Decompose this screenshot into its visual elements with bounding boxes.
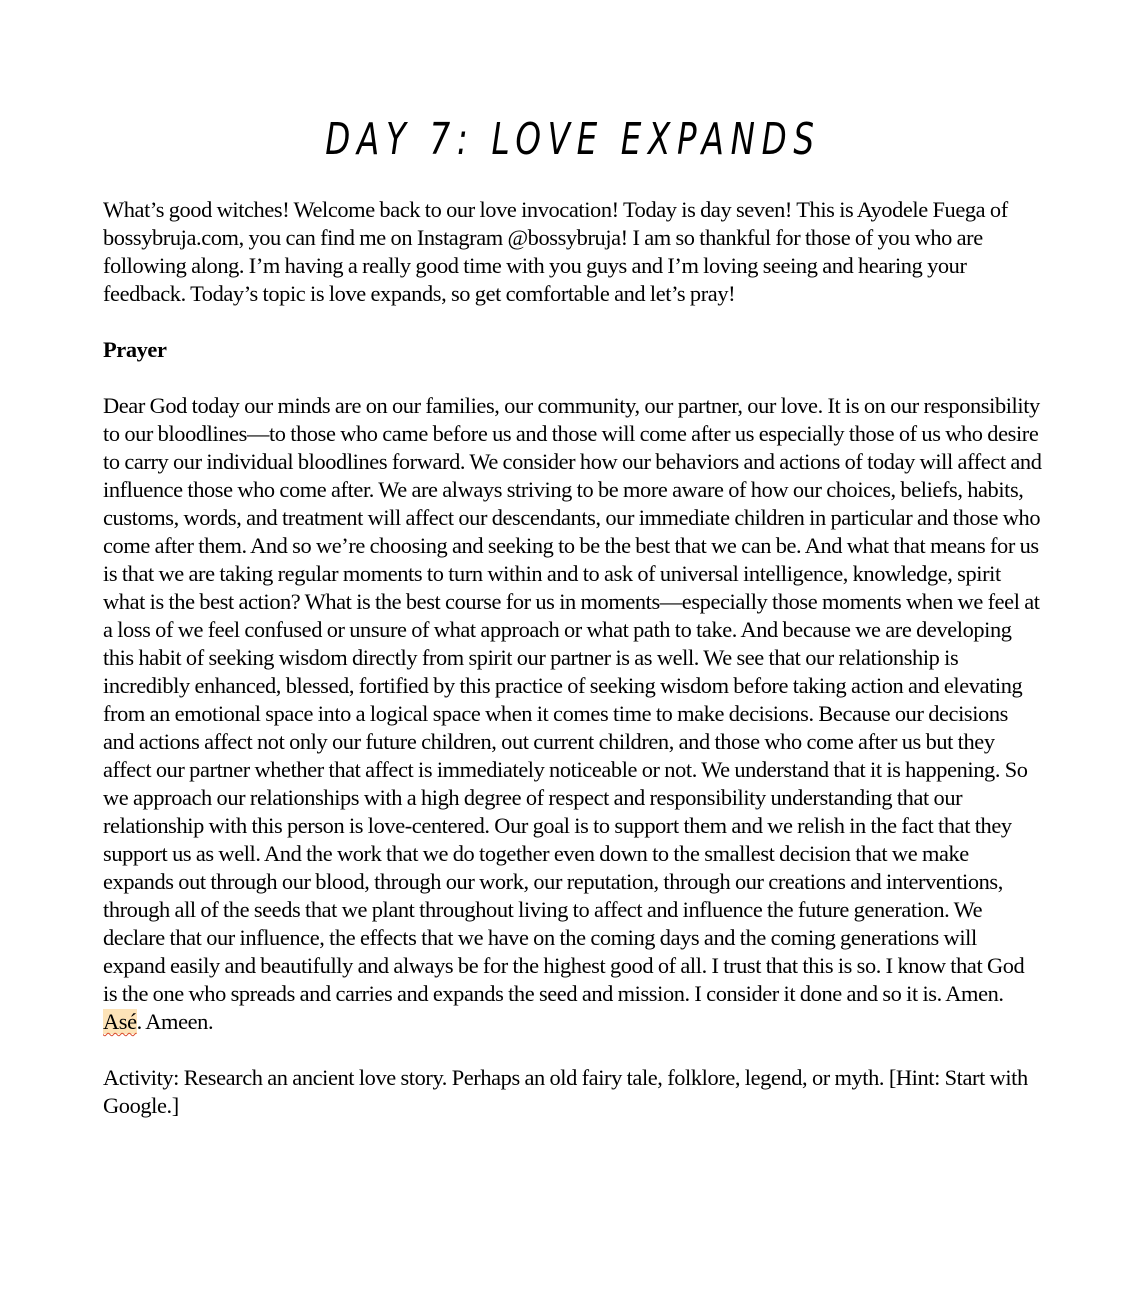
- document-page: [103, 112, 1043, 1148]
- intro-paragraph: What’s good witches! Welcome back to our love invocation! Today is day seven! This is Ayodele Fuega of bossybruja.com, you can find me on Instagram @bossybruja! I am so thankful for those of you who are following along. I’m having a really good time with you guys and I’m loving seeing and hearing your feedback. Today’s topic is love expands, so get comfortable and let’s pray!: [103, 197, 1008, 306]
- spellcheck-flagged-word[interactable]: Asé: [103, 1009, 137, 1034]
- activity-paragraph: Activity: Research an ancient love story. Perhaps an old fairy tale, folklore, legend, or myth. [Hint: Start with Google.]: [103, 1065, 1028, 1118]
- closing-amen: Amen.: [945, 981, 1004, 1006]
- closing-ameen: . Ameen.: [136, 1009, 214, 1034]
- page-title: DAY 7: LOVE EXPANDS: [325, 114, 821, 165]
- prayer-body-text: Dear God today our minds are on our families, our community, our partner, our love. It is on our responsibility to our bloodlines—to those who came before us and those will come after us especially those of us who desire to carry our individual bloodlines forward. We consider how our behaviors and actions of today will affect and influence those who come after. We are always striving to be more aware of how our choices, beliefs, habits, customs, words, and treatment will affect our descendants, our immediate children in particular and those who come after them. And so we’re choosing and seeking to be the best that we can be. And what that means for us is that we are taking regular moments to turn within and to ask of universal intelligence, knowledge, spirit what is the best action? What is the best course for us in moments—especially those moments when we feel at a loss of we feel confused or unsure of what approach or what path to take. And because we are developing this habit of seeking wisdom directly from spirit our partner is as well. We see that our relationship is incredibly enhanced, blessed, fortified by this practice of seeking wisdom before taking action and elevating from an emotional space into a logical space when it comes time to make decisions. Because our decisions and actions affect not only our future children, out current children, and those who come after us but they affect our partner whether that affect is immediately noticeable or not. We understand that it is happening. So we approach our relationships with a high degree of respect and responsibility understanding that our relationship with this person is love-centered. Our goal is to support them and we relish in the fact that they support us as well. And the work that we do together even down to the smallest decision that we make expands out through our blood, through our work, our reputation, through our creations and interventions, through all of the seeds that we plant throughout living to affect and influence the future generation. We declare that our influence, the effects that we have on the coming days and the coming generations will expand easily and beautifully and always be for the highest good of all. I trust that this is so. I know that God is the one who spreads and carries and expands the seed and mission. I consider it done and so it is.: [103, 393, 1042, 1006]
- prayer-paragraph: [103, 392, 1043, 1036]
- prayer-heading: Prayer: [103, 337, 167, 362]
